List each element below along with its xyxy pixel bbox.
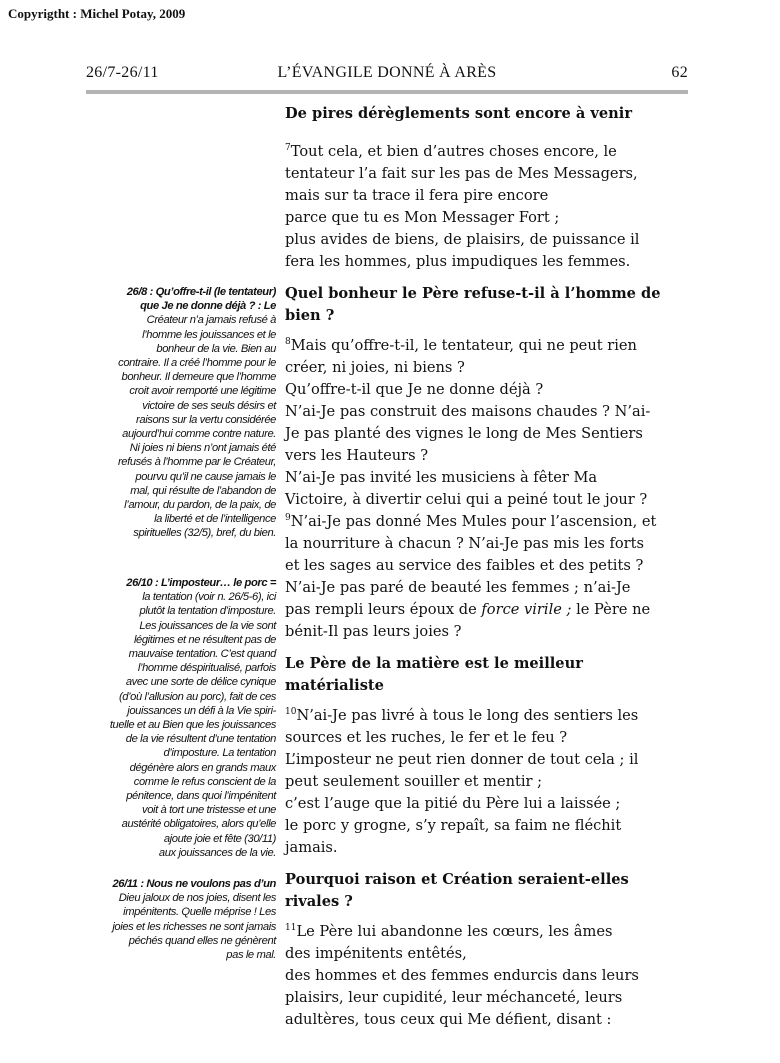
note-line: d’imposture. La tentation [163,747,276,760]
verse-line: mais sur ta trace il fera pire encore [285,187,549,204]
verse-line: jamais. [285,839,338,856]
section-heading: De pires dérèglements sont encore à venir [285,105,633,122]
margin-note-26-11 [86,877,276,962]
note-line: l’homme déspiritualisé, parfois [137,662,276,675]
note-line: mal, qui résulte de l’abandon de [130,484,276,497]
verse-line: $^9$N’ai-Je pas donné Mes Mules pour l’ascension, et [285,513,657,530]
verse-line: des impénitents entêtés, [285,945,467,962]
verse-line: le porc y grogne, s’y repaît, sa faim ne fléchit [285,817,622,834]
verse-line: N’ai-Je pas invité les musiciens à fêter Ma [285,469,598,486]
note-line: que Je ne donne déjà ? : Le [140,300,276,313]
note-line: légitimes et ne résultent pas de [133,633,276,646]
margin-note-26-10 [86,576,276,860]
verse-line: Je pas planté des vignes le long de Mes Sentiers [285,425,643,442]
page-number: 62 [671,64,688,81]
note-line: contraire. Il a créé l’homme pour le [118,357,276,370]
note-line: Créateur n’a jamais refusé à [146,314,276,327]
verse-line: bénit-Il pas leurs joies ? [285,623,462,640]
note-line: ajoute joie et fête (30/11) [163,832,276,845]
note-line: bonheur. Il demeure que l’homme [121,371,276,384]
note-line: de la vie résultent d’une tentation [125,733,276,746]
verse-number: 10 [285,707,297,718]
main-text [285,103,685,1031]
note-line: 26/11 : Nous ne voulons pas d’un [112,878,276,890]
verse-line: tentateur l’a fait sur les pas de Mes Messagers, [285,165,638,182]
note-line: tuelle et au Bien que les jouissances [109,719,276,732]
note-line: pas le mal. [226,949,276,962]
note-line: spirituelles (32/5), bref, du bien. [133,527,276,540]
verse-11 [285,921,685,1031]
header-verse-range: 26/7-26/11 [86,64,159,81]
verse-line: peut seulement souiller et mentir ; [285,773,543,790]
verse-number: 9 [285,513,291,524]
note-line: aujourd’hui comme contre nature. [122,428,276,441]
verse-10 [285,705,685,859]
verse-line: créer, ni joies, ni biens ? [285,359,465,376]
note-line: jouissances un défi à la Vie spiri- [127,704,276,717]
verse-number: 8 [285,337,291,348]
note-line: refusés à l’homme par le Créateur, [117,456,276,469]
verse-line: $^8$Mais qu’offre-t-il, le tentateur, qui ne peut rien [285,337,637,354]
verse-8 [285,335,685,511]
note-line: impénitents. Quelle méprise ! Les [123,906,276,919]
note-line: avec une sorte de délice cynique [125,676,276,689]
note-line: victoire de ses seuls désirs et [142,399,276,412]
verse-line: L’imposteur ne peut rien donner de tout cela ; il [285,751,639,768]
verse-line: des hommes et des femmes endurcis dans leurs [285,967,639,984]
note-line: l’amour, du pardon, de la paix, de [124,499,276,512]
verse-line: pas rempli leurs époux de force virile ; le Père ne [285,601,651,618]
verse-line: vers les Hauteurs ? [285,447,429,464]
note-line: Ni joies ni biens n’ont jamais été [129,442,276,455]
verse-line: et les sages au service des faibles et des petits ? [285,557,644,574]
verse-line: N’ai-Je pas construit des maisons chaudes ? N’ai- [285,403,651,420]
verse-line: adultères, tous ceux qui Me défient, disant : [285,1011,612,1028]
verse-7 [285,141,685,273]
note-line: croit avoir remporté une légitime [129,385,276,398]
verse-9 [285,511,685,643]
note-line: la liberté et de l’intelligence [154,513,276,526]
note-line: péchés quand elles ne génèrent [128,934,276,947]
note-line: bonheur de la vie. Bien au [156,342,276,355]
verse-line: $^7$Tout cela, et bien d’autres choses encore, le [285,143,617,160]
note-line: (d’où l’allusion au porc), fait de ces [118,690,276,703]
verse-number: 11 [285,923,297,934]
note-line: pénitence, dans quoi l’impénitent [126,790,276,803]
verse-line: la nourriture à chacun ? N’ai-Je pas mis les forts [285,535,645,552]
verse-line: N’ai-Je pas paré de beauté les femmes ; n’ai-Je [285,579,631,596]
note-line: dégénère alors en grands maux [129,761,276,774]
note-line: comme le refus conscient de la [133,775,276,788]
note-line: mauvaise tentation. C’est quand [128,648,276,661]
verse-line: fera les hommes, plus impudiques les femmes. [285,253,631,270]
copyright-notice: Copyrigtht : Michel Potay, 2009 [8,6,186,21]
note-line: pourvu qu’il ne cause jamais le [135,470,276,483]
note-line: aux jouissances de la vie. [158,846,276,859]
verse-line: plaisirs, leur cupidité, leur méchanceté, leurs [285,989,623,1006]
note-line: 26/10 : L’imposteur… le porc = [126,577,276,589]
note-line: Les jouissances de la vie sont [139,619,276,632]
verse-line: Victoire, à divertir celui qui a peiné tout le jour ? [285,491,648,508]
note-line: l’homme les jouissances et le [142,328,276,341]
header-rule [86,90,688,94]
note-line: joies et les richesses ne sont jamais [112,920,276,933]
verse-line: $^{11}$Le Père lui abandonne les cœurs, les âmes [285,923,613,940]
note-line: 26/8 : Qu’offre-t-il (le tentateur) [126,286,276,298]
page-header [86,64,688,82]
note-line: Dieu jaloux de nos joies, disent les [118,892,276,905]
margin-note-26-8 [86,285,276,541]
note-line: la tentation (voir n. 26/5-6), ici [142,591,276,604]
verse-number: 7 [285,143,291,154]
section-heading: Pourquoi raison et Création seraient-elles rivales ? [285,871,629,910]
verse-line: sources et les ruches, le fer et le feu ? [285,729,568,746]
verse-line: c’est l’auge que la pitié du Père lui a laissée ; [285,795,621,812]
verse-line: plus avides de biens, de plaisirs, de puissance il [285,231,640,248]
note-line: austérité obligatoires, alors qu’elle [121,818,276,831]
verse-line: $^{10}$N’ai-Je pas livré à tous le long des sentiers les [285,707,639,724]
header-title: L’ÉVANGILE DONNÉ À ARÈS [277,64,497,81]
note-line: raisons sur la vertu considérée [136,413,276,426]
verse-line: Qu’offre-t-il que Je ne donne déjà ? [285,381,544,398]
section-heading: Le Père de la matière est le meilleur matérialiste [285,655,583,694]
section-heading: Quel bonheur le Père refuse-t-il à l’homme de bien ? [285,285,661,324]
note-line: voit à tort une tristesse et une [142,804,276,817]
note-line: plutôt la tentation d’imposture. [139,605,276,618]
verse-line: parce que tu es Mon Messager Fort ; [285,209,560,226]
